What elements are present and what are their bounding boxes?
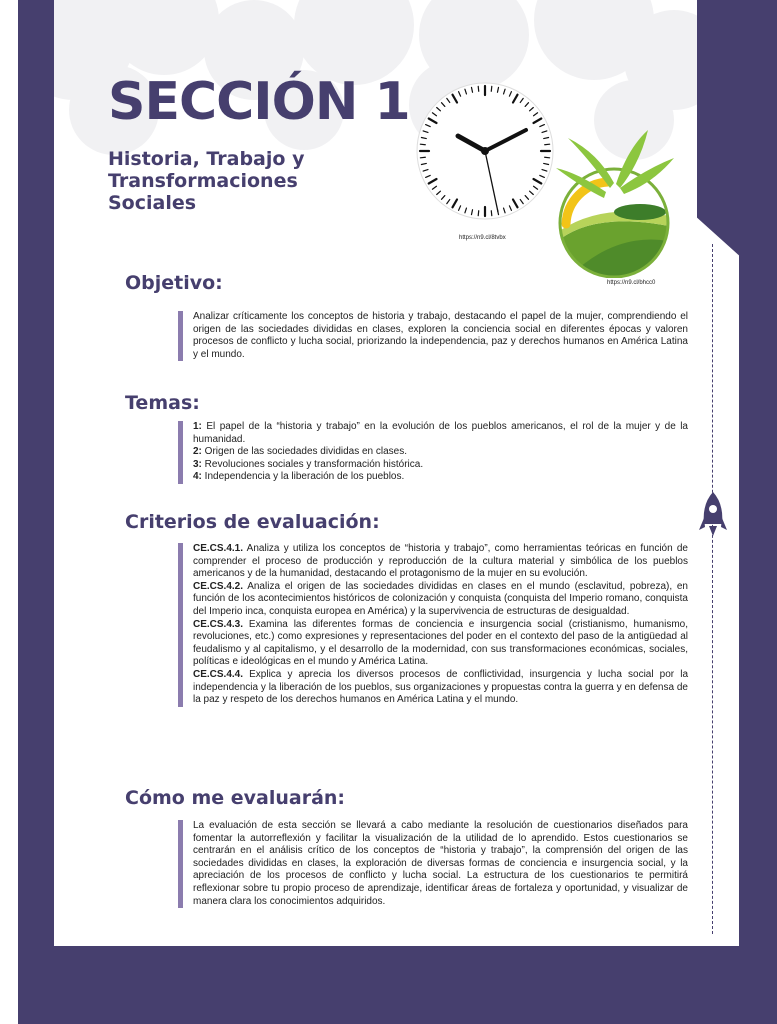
- list-item: 1: El papel de la “historia y trabajo” en la evolución de los pueblos americanos, el rol de la mujer y de la humanidad.: [193, 421, 688, 445]
- clock-illustration: [414, 80, 556, 222]
- list-item: 4: Independencia y la liberación de los pueblos.: [193, 471, 405, 483]
- clock-image-credit[interactable]: https://n9.cl/8tvbx: [459, 235, 506, 241]
- list-item: CE.CS.4.3. Examina las diferentes formas de conciencia e insurgencia social (cristianismo, humanismo, revoluciones, etc.) como expresiones y representaciones del poder en el contexto del paso de la antigüedad al feudalismo y al capitalismo, y el desarrollo de la modernidad, con sus transformaciones económicas, sociales, políticas e ideológicas en el mundo y América Latina.: [193, 618, 688, 668]
- section-title: SECCIÓN 1: [108, 72, 410, 132]
- rocket-icon: [698, 490, 728, 542]
- clock-tick: [478, 86, 479, 91]
- list-item: 3: Revoluciones sociales y transformación histórica.: [193, 458, 424, 470]
- clock-tick: [420, 157, 425, 158]
- list-item: CE.CS.4.2. Analiza el origen de las sociedades divididas en clases en el mundo (esclavitud, pobreza), en función de los acontecimientos históricos de colonización y conquista (conquista del Imperio romano, conquista del Imperio inca, conquista europea en América) y la supervivencia de estructuras de desigualdad.: [193, 580, 688, 617]
- temas-heading: Temas:: [125, 392, 200, 414]
- list-item: CE.CS.4.4. Explica y aprecia los diversos procesos de conflictividad, insurgencia y lucha social por la independencia y la liberación de los pueblos, sus organizaciones y propuestas contra la guerra y en defensa de la paz y respeto de los derechos humanos en América Latina y el mundo.: [193, 668, 688, 706]
- clock-tick: [420, 144, 425, 145]
- dotted-divider: [712, 244, 713, 934]
- objetivo-text: Analizar críticamente los conceptos de historia y trabajo, destacando el papel de la mujer, comprendiendo el origen de las sociedades divididas en clases, exploren la conciencia social en diferentes épocas y valoren procesos de conflicto y lucha social, priorizando la independencia, paz y derechos humanos en América Latina y el mundo.: [193, 311, 688, 360]
- evaluacion-text: La evaluación de esta sección se llevará a cabo mediante la resolución de cuestionarios diseñados para fomentar la autorreflexión y facilitar la visualización de la utilidad de lo aprendido. Estos cuestionarios se centrarán en el análisis crítico de los conceptos de “historia y trabajo”, la comprensión del origen de las sociedades divididas en clases, la exploración de diversas formas de conciencia e insurgencia social, y la apreciación de los procesos de conflicto y lucha social. La estructura de los cuestionarios te permitirá reflexionar sobre tu propio proceso de aprendizaje, identificar áreas de fortaleza y oportunidad, y visualizar de manera clara los conocimientos adquiridos.: [193, 820, 688, 907]
- evaluacion-heading: Cómo me evaluarán:: [125, 787, 346, 809]
- list-item: CE.CS.4.1. Analiza y utiliza los conceptos de “historia y trabajo”, como herramientas teóricas en función de comprender el proceso de producción y reproducción de la cultura material y simbólica de los pueblos americanos y de la humanidad, destacando el protagonismo de la mujer en su evolución.: [193, 543, 688, 580]
- clock-tick: [491, 211, 492, 216]
- criterios-heading: Criterios de evaluación:: [125, 511, 380, 533]
- list-item: 2: Origen de las sociedades divididas en clases.: [193, 446, 408, 458]
- criterios-list: [178, 543, 688, 707]
- evaluacion-text-box: [178, 820, 688, 908]
- agriculture-logo-icon: [548, 128, 680, 278]
- temas-list: [178, 421, 688, 484]
- section-subtitle: Historia, Trabajo y Transformaciones Sociales: [108, 148, 305, 214]
- logo-image-credit[interactable]: https://n9.cl/bhcc0: [607, 280, 656, 286]
- objetivo-text-box: [178, 311, 688, 361]
- objetivo-heading: Objetivo:: [125, 272, 223, 294]
- clock-tick: [491, 86, 492, 91]
- clock-tick: [478, 211, 479, 216]
